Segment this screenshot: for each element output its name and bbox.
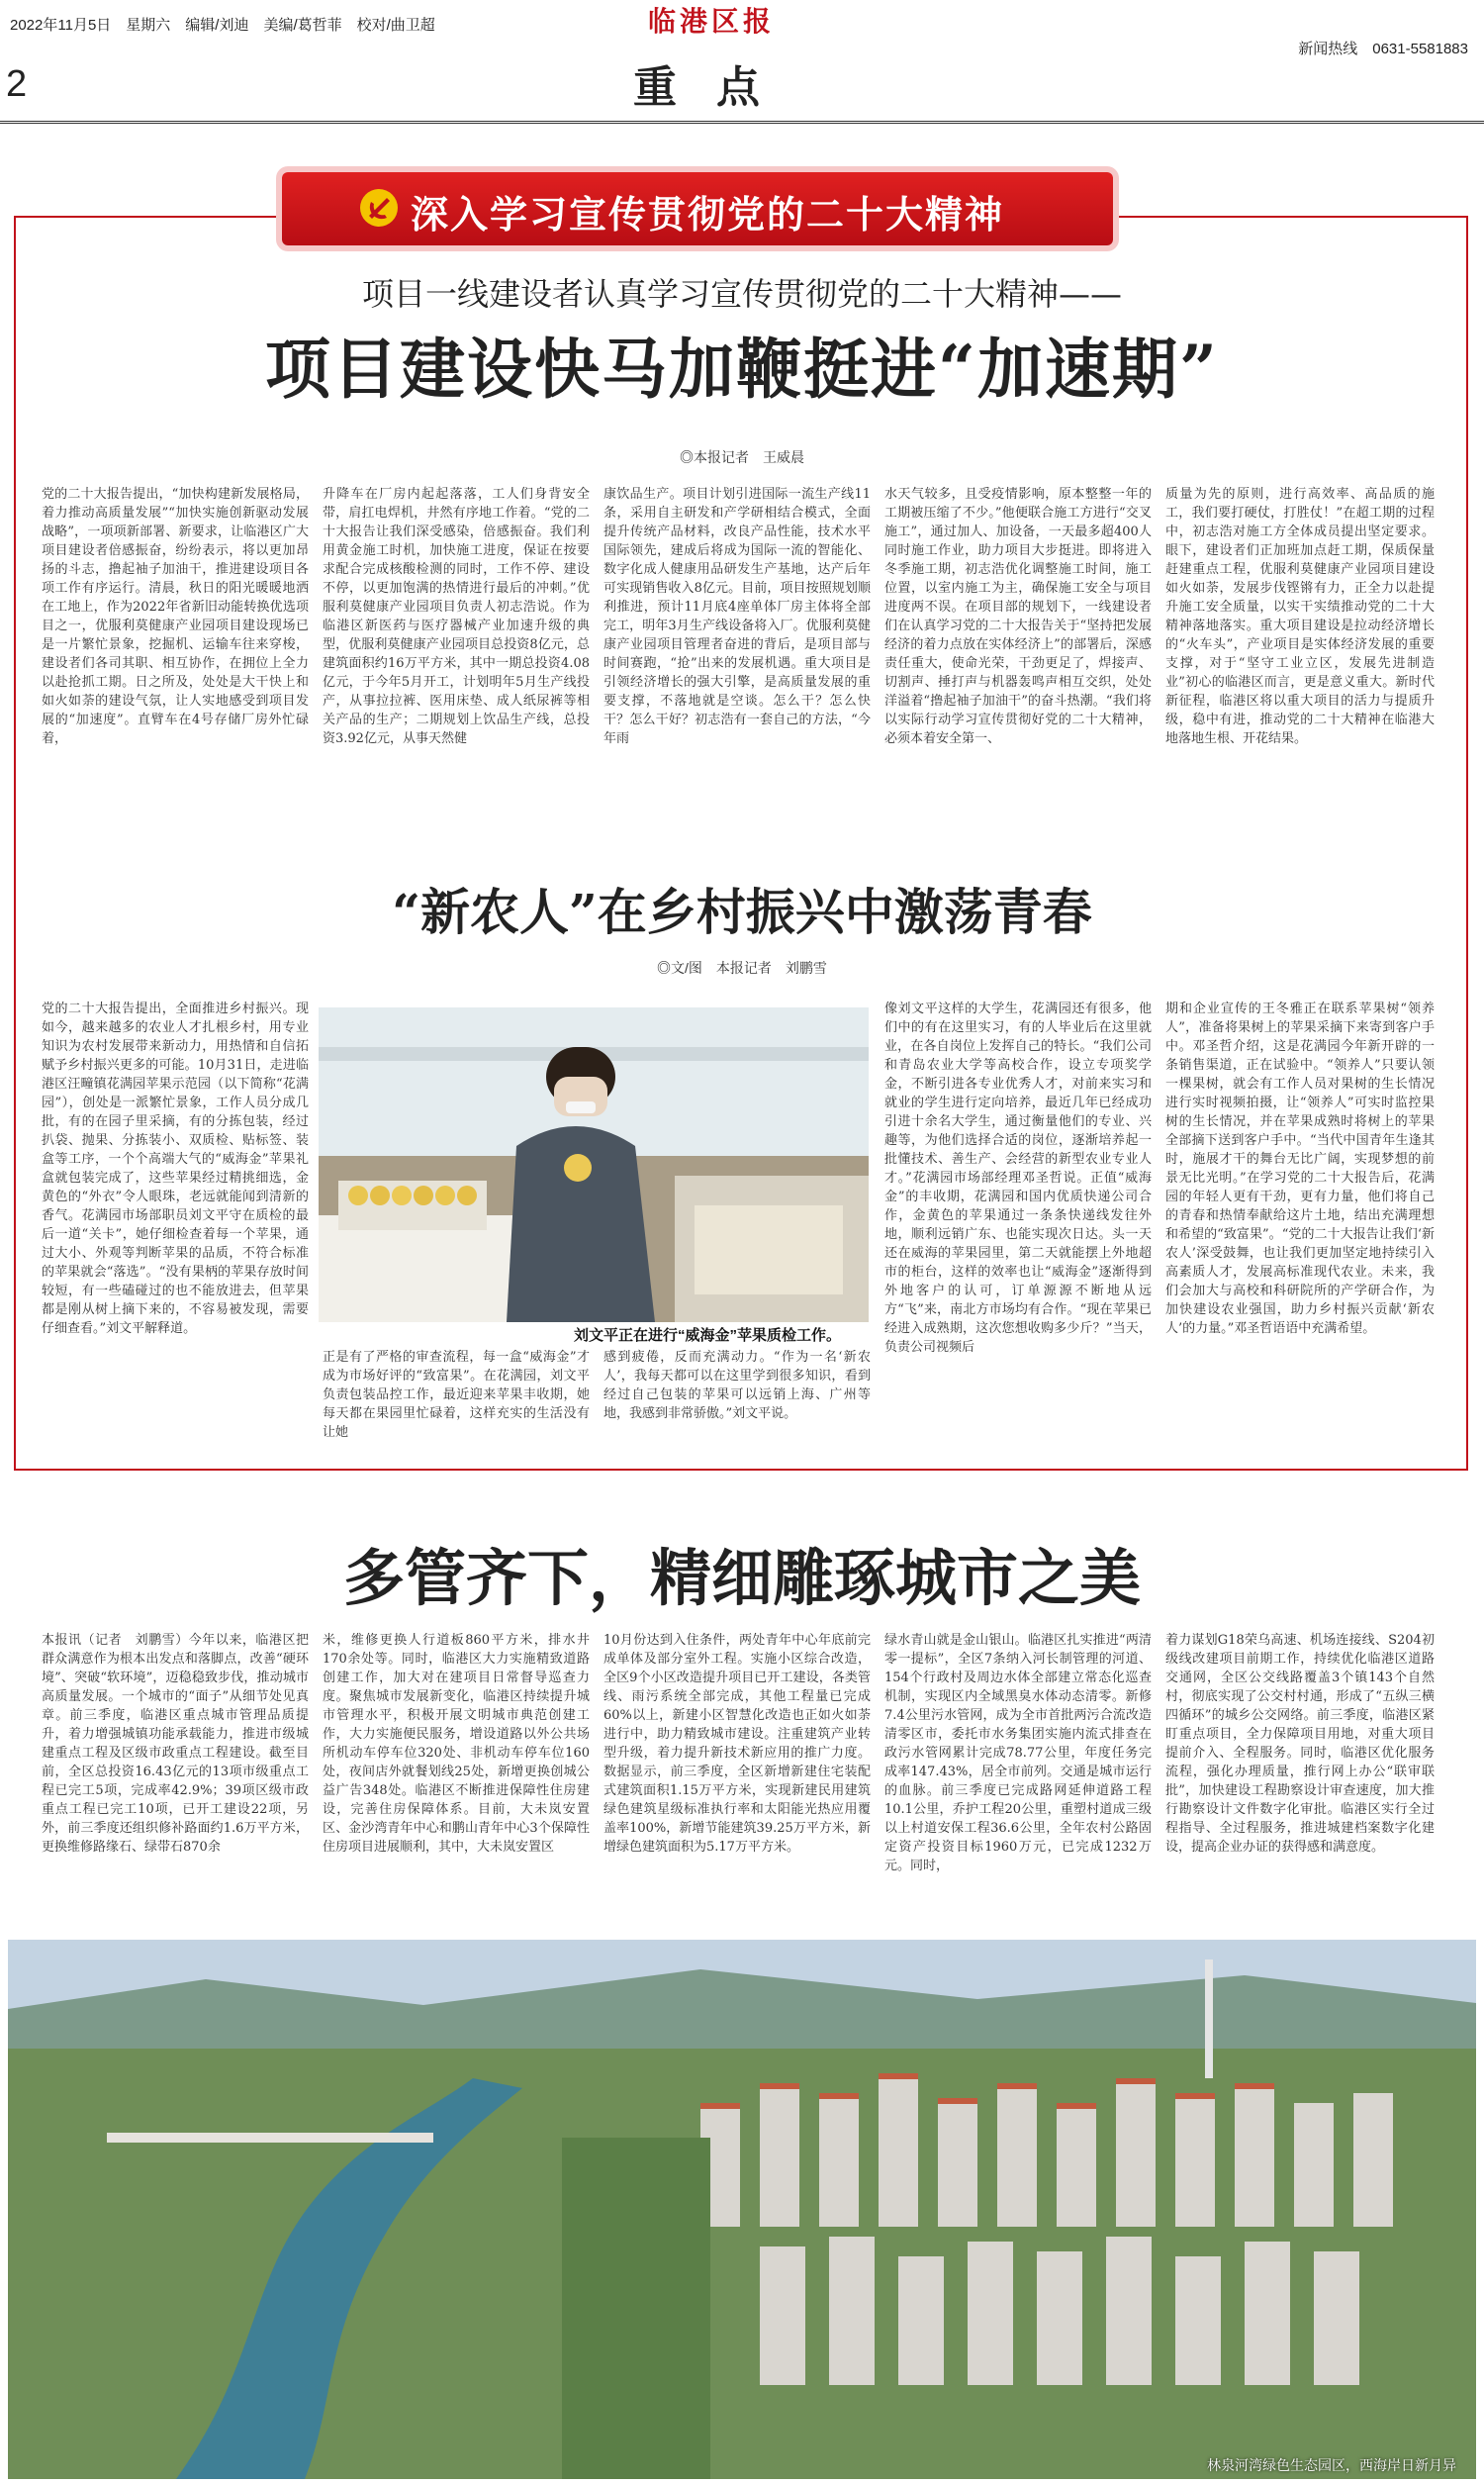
story1-column-2: 升降车在厂房内起起落落，工人们身背安全带，肩扛电焊机，井然有序地工作着。“党的二十大报告让我们深受感染，倍感振奋。我们利用黄金施工时机，加快施工进度，保证在按要求配合完成核酸检测的同时，工作不停、建设不停，以更加饱满的热情进行最后的冲刺。”优服利莫健康产业园项目负责人初志浩说。作为临港区新医药与医疗器械产业加速升级的典型，优服利莫健康产业园项目总投资8亿元，总建筑面积约16万平方米，其中一期总投资4.08亿元，于今年5月开工，计划明年5月生产线投产，从事拉拉裤、医用床垫、成人纸尿裤等相关产品的生产；二期规划上饮品生产线，总投资3.92亿元，从事天然健 xyxy=(323,487,590,746)
story2-under-photo-left: 正是有了严格的审查流程，每一盒“威海金”才成为市场好评的“致富果”。在花满园，刘文平负责包装品控工作，最近迎来苹果丰收期，她每天都在果园里忙碌着，这样充实的生活没有让她 xyxy=(323,1350,590,1440)
story1-headline: 项目建设快马加鞭挺进“加速期” xyxy=(265,331,1219,408)
date-line: 2022年11月5日 星期六 编辑/刘迪 美编/葛哲菲 校对/曲卫超 xyxy=(10,17,435,34)
story3-column-1: 本报讯（记者 刘鹏雪）今年以来，临港区把群众满意作为根本出发点和落脚点，改善“硬环境”、突破“软环境”，迈稳稳致步伐，推动城市高质量发展。一个城市的“面子”从细节处见真章。前三季度，临港区重点城市管理品质提升，着力增强城镇功能承载能力，推进市级城建重点工程及区级市政重点工程建设。截至目前，全区总投资16.43亿元的13项市级重点工程已完工5项，完成率42.9%；39项区级市政重点工程已完工10项，已开工建设22项，另外，前三季度还组织修补路面约1.6万平方米，更换维修路缘石、绿带石870余 xyxy=(42,1633,309,1855)
section-title: 重点 xyxy=(633,62,799,113)
theme-banner xyxy=(282,172,1113,245)
story2-byline: ◎文/图 本报记者 刘鹏雪 xyxy=(657,960,827,976)
page-number: 2 xyxy=(6,63,28,105)
story1-kicker: 项目一线建设者认真学习宣传贯彻党的二十大精神—— xyxy=(361,275,1122,313)
masthead xyxy=(0,0,1484,59)
story2-column-1: 党的二十大报告提出，全面推进乡村振兴。现如今，越来越多的农业人才扎根乡村，用专业知识为农村发展带来新动力，用热情和自信拓赋予乡村振兴更多的可能。10月31日，走进临港区汪疃镇花满园苹果示范园（以下简称“花满园”），创处是一派繁忙景象，工作人员分成几批，有的在园子里采摘，有的分拣包装，经过扒袋、抛果、分拣装小、双质检、贴标签、装盒等工序，一个个高端大气的“威海金”苹果礼盒就包装完成了，这些苹果经过精挑细选，金黄色的“外衣”令人眼珠，老远就能闻到清新的香气。花满园市场部职员刘文平守在质检的最后一道“关卡”，她仔细检查着每一个苹果，通过大小、外观等判断苹果的品质，不符合标准的苹果就会“落选”。“没有果柄的苹果存放时间较短，有一些磕碰过的也不能放进去，但苹果都是刚从树上摘下来的，不容易被发现，需要仔细查看。”刘文平解释道。 xyxy=(42,1002,309,1336)
story1-column-1: 党的二十大报告提出，“加快构建新发展格局，着力推动高质量发展”“加快实施创新驱动发展战略”，一项项新部署、新要求，让临港区广大项目建设者倍感振奋，纷纷表示，将以更加昂扬的斗志，撸起袖子加油干，推进建设项目各项工作有序运行。清晨，秋日的阳光暖暖地洒在工地上，作为2022年省新旧动能转换优选项目之一，优服利莫健康产业园项目建设现场已是一片繁忙景象，挖掘机、运输车往来穿梭，建设者们各司其职、相互协作，在拥位上全力以赴抢抓工期。日之所及，处处是大干快上和如火如荼的建设气氛，让人实地感受到项目发展的“加速度”。直臂车在4号存储厂房外忙碌着， xyxy=(42,487,309,746)
story2-column-3: 像刘文平这样的大学生，花满园还有很多，他们中的有在这里实习，有的人毕业后在这里就业，在各自岗位上发挥自己的特长。“我们公司和青岛农业大学等高校合作，设立专项奖学金，不断引进各专业优秀人才，对前来实习和就业的学生进行定向培养，最近几年已经成功引进十余名大学生，通过衡量他们的专业、兴趣等，为他们选择合适的岗位，逐渐培养起一批懂技术、善生产、会经营的新型农业专业人才。”花满园市场部经理邓圣哲说。正值“威海金”的丰收期，花满园和国内优质快递公司合作，金黄色的苹果通过一条条快递线发往外地，顺利远销广东、也能实现次日达。头一天还在威海的苹果园里，第二天就能摆上外地超市的柜台，这样的效率也让“威海金”逐渐得到外地客户的认可，订单源源不断地从远方“飞”来，南北方市场均有合作。“现在苹果已经进入成熟期，这次您想收购多少斤？”当天，负责公司视频后 xyxy=(884,1002,1152,1355)
story3-column-4: 绿水青山就是金山银山。临港区扎实推进“两清零一提标”，全区7条纳入河长制管理的河道、154个行政村及周边水体全部建立常态化巡查机制，实现区内全域黑臭水体动态清零。新修7.4公里污水管网，成为全市首批两污合流改造清零区市，委托市水务集团实施内流式排查在政污水管网累计完成78.77公里，年度任务完成率147.43%，居全市前列。交通是城市运行的血脉。前三季度已完成路网延伸道路工程10.1公里，乔护工程20公里，重塑村道成三级以上村道安保工程36.6公里，全年农村公路固定资产投资目标1960万元，已完成1232万元。同时， xyxy=(884,1633,1152,1873)
story1-column-3: 康饮品生产。项目计划引进国际一流生产线11条，采用自主研发和产学研相结合模式，全面提升传统产品材料，改良产品性能，技术水平国际领先，建成后将成为国际一流的智能化、数字化成人健康用品研发生产基地，达产后年可实现销售收入8亿元。目前，项目按照规划顺利推进，预计11月底4座单体厂房主体将全部完工，明年3月生产线设备将入厂。优服利莫健康产业园项目管理者奋进的背后，是项目部与时间赛跑，“抢”出来的发展机遇。重大项目是引领经济增长的强大引擎，是高质量发展的重要支撑，不落地就是空谈。怎么干？怎么快干？怎么干好？初志浩有一套自己的方法，“今年雨 xyxy=(603,487,871,746)
story1-byline: ◎本报记者 王威晨 xyxy=(680,449,804,465)
banner-text: 深入学习宣传贯彻党的二十大精神 xyxy=(411,193,1005,237)
city-photo-caption: 林泉河湾绿色生态园区，西海岸日新月异 xyxy=(1207,2457,1456,2473)
masthead-divider xyxy=(0,121,1484,124)
story3-column-2: 米，维修更换人行道板860平方米，排水井170余处等。同时，临港区大力实施精致道路创建工作，加大对在建项目日常督导巡查力度。聚焦城市发展新变化，临港区持续提升城市管理水平，积极开展文明城市典范创建工作，大力实施便民服务，增设道路以外公共场所机动车停车位320处、非机动车停车位160处，夜间店外就餐划线25处，新增更换创城公益广告348处。临港区不断推进保障性住房建设，完善住房保障体系。目前，大未岚安置区、金沙湾青年中心和鹏山青年中心3个保障性住房项目进展顺利，其中，大未岚安置区 xyxy=(323,1633,590,1855)
story2-under-photo-right: 感到疲倦，反而充满动力。“作为一名‘新农人’，我每天都可以在这里学到很多知识，看到经过自己包装的苹果可以远销上海、广州等地，我感到非常骄傲。”刘文平说。 xyxy=(603,1350,871,1421)
story2-column-4: 期和企业宣传的王冬雅正在联系苹果树“领养人”，准备将果树上的苹果采摘下来寄到客户手中。邓圣哲介绍，这是花满园今年新开辟的一条销售渠道，正在试验中。“领养人”只要认领一棵果树，就会有工作人员对果树的生长情况进行实时视频拍摄，让“领养人”可实时监控果树的生长情况，并在苹果成熟时将树上的苹果全部摘下送到客户手中。“当代中国青年生逢其时，施展才干的舞台无比广阔，实现梦想的前景无比光明。”在学习党的二十大报告后，花满园的年轻人更有干劲，更有力量，他们将自己的青春和热情奉献给这片土地，结出充满理想和希望的“致富果”。“党的二十大报告让我们‘新农人’深受鼓舞，也让我们更加坚定地持续引入高素质人才，发展高标准现代农业。未来，我们会加大与高校和科研院所的产学研合作，为加快建设农业强国，助力乡村振兴贡献‘新农人’的力量。”邓圣哲语语中充满希望。 xyxy=(1165,1002,1435,1336)
city-aerial-photo xyxy=(8,1940,1476,2479)
story2-headline: “新农人”在乡村振兴中激荡青春 xyxy=(392,883,1092,941)
party-emblem-icon xyxy=(359,188,399,228)
news-hotline: 新闻热线 0631-5581883 xyxy=(1298,41,1468,57)
story3-column-3: 10月份达到入住条件，两处青年中心年底前完成单体及部分室外工程。实施小区综合改造，全区9个小区改造提升项目已开工建设，各类管线、雨污系统全部完成，其他工程量已完成60%以上，新建小区智慧化改造也正如火如荼进行中，助力精致城市建设。注重建筑产业转型升级，着力提升新技术新应用的推广力度。数据显示，前三季度，全区新增新建住宅装配式建筑面积1.15万平方米，实现新建民用建筑绿色建筑星级标准执行率和太阳能光热应用覆盖率100%，新增节能建筑39.25万平方米，新增绿色建筑面积为5.17万平方米。 xyxy=(603,1633,871,1855)
apple-inspection-photo xyxy=(319,1007,869,1322)
story3-column-5: 着力谋划G18荣乌高速、机场连接线、S204初级线改建项目前期工作，持续优化临港区道路交通网，全区公交线路覆盖3个镇143个自然村，彻底实现了公交村村通，形成了“五纵三横四循环”的城乡公交网络。前三季度，临港区紧盯重点项目，全力保障项目用地，对重大项目提前介入、全程服务。同时，临港区优化服务流程，强化办理质量，推行网上办公“联审联批”，加快建设工程勘察设计审查速度，加大推行勘察设计文件数字化审批。临港区实行全过程指导、全过程服务，推进城建档案数字化建设，提高企业办证的获得感和满意度。 xyxy=(1165,1633,1435,1855)
story1-column-5: 质量为先的原则，进行高效率、高品质的施工，我们要打硬仗，打胜仗！”在超工期的过程中，初志浩对施工方全体成员提出坚定要求。眼下，建设者们正加班加点赶工期，保质保量赶建重点工程，优服利莫健康产业园项目建设如火如荼，发展步伐铿锵有力，正全力以赴提升施工安全质量，以实干实绩推动党的二十大精神落地落实。重大项目建设是拉动经济增长的“火车头”，产业项目是实体经济发展的重要支撑，对于“坚守工业立区，发展先进制造业”初心的临港区而言，更是意义重大。新时代新征程，临港区将以重大项目的活力与提质升级，稳中有进，推动党的二十大精神在临港大地落地生根、开花结果。 xyxy=(1165,487,1435,746)
newspaper-logo: 临港区报 xyxy=(648,5,776,38)
story3-headline: 多管齐下，精细雕琢城市之美 xyxy=(342,1542,1141,1614)
apple-photo-caption: 刘文平正在进行“威海金”苹果质检工作。 xyxy=(574,1327,842,1344)
city-illustration xyxy=(8,1940,1476,2479)
story1-column-4: 水天气较多，且受疫情影响，原本整整一年的工期被压缩了不少。”他便联合施工方进行“交叉施工”，通过加人、加设备，一天最多超400人同时施工作业，助力项目大步挺进。即将进入冬季施工期，初志浩优化调整施工时间，施工位置，以室内施工为主，确保施工安全与项目进度两不误。在项目部的规划下，一线建设者们在认真学习党的二十大报告关于“坚持把发展经济的着力点放在实体经济上”的部署后，深感责任重大，使命光荣，干劲更足了，焊接声、切割声、捶打声与机器轰鸣声相互交织，处处洋溢着“撸起袖子加油干”的奋斗热潮。“我们将以实际行动学习宣传贯彻好党的二十大精神，必须本着安全第一、 xyxy=(884,487,1152,746)
photo-illustration xyxy=(319,1007,869,1322)
